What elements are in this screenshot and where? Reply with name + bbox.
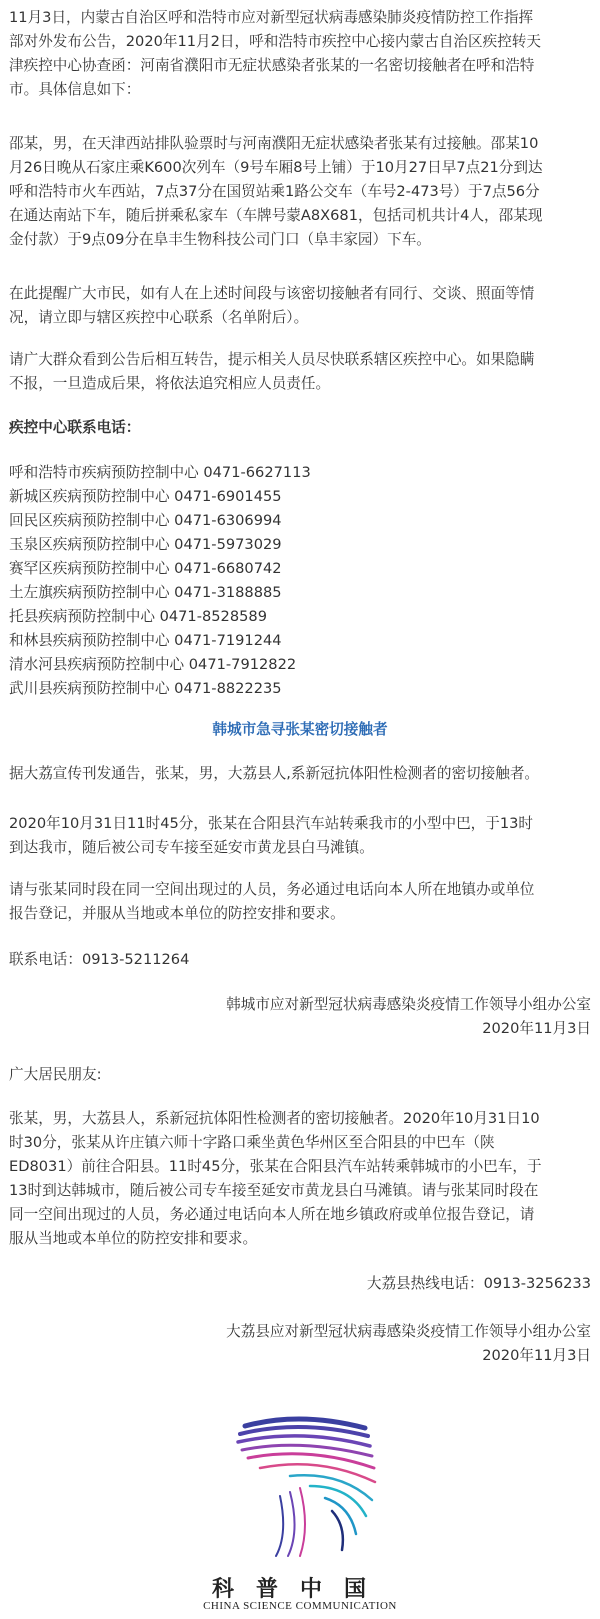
notice1-para1-line: 11月3日，内蒙古自治区呼和浩特市应对新型冠状病毒感染肺炎疫情防控工作指挥 (9, 9, 534, 26)
notice2-para2-line: 到达我市，随后被公司专车接至延安市黄龙县白马滩镇。 (9, 839, 374, 856)
notice2-phone: 联系电话：0913-5211264 (9, 951, 190, 968)
contact-line: 土左旗疾病预防控制中心 0471-3188885 (9, 584, 282, 601)
notice1-para2-line: 邵某，男，在天津西站排队验票时与河南濮阳无症状感染者张某有过接触。邵某10 (9, 135, 539, 152)
notice1-para1-line: 津疾控中心协查函：河南省濮阳市无症状感染者张某的一名密切接触者在呼和浩特 (9, 57, 535, 74)
notice1-para2-line: 呼和浩特市火车西站，7点37分在国贸站乘1路公交车（车号2-473号）于7点56分 (9, 183, 540, 200)
contact-line: 新城区疾病预防控制中心 0471-6901455 (9, 488, 282, 505)
notice3-para1-line: 同一空间出现过的人员，务必通过电话向本人所在地乡镇政府或单位报告登记，请 (9, 1206, 535, 1223)
notice3-para1-line: ED8031）前往合阳县。11时45分，张某在合阳县汽车站转乘韩城市的小巴车，于 (9, 1158, 542, 1175)
notice3-para1-line: 张某，男，大荔县人，系新冠抗体阳性检测者的密切接触者。2020年10月31日10 (9, 1110, 540, 1127)
notice2-para3-line: 请与张某同时段在同一空间出现过的人员，务必通过电话向本人所在地镇办或单位 (9, 881, 535, 898)
contact-line: 玉泉区疾病预防控制中心 0471-5973029 (9, 536, 282, 553)
notice1-para2-line: 金付款）于9点09分在阜丰生物科技公司门口（阜丰家园）下车。 (9, 231, 431, 248)
notice2-para2-line: 2020年10月31日11时45分，张某在合阳县汽车站转乘我市的小型中巴，于13时 (9, 815, 534, 832)
notice1-para4-line: 请广大群众看到公告后相互转告，提示相关人员尽快联系辖区疾控中心。如果隐瞒 (9, 351, 535, 368)
notice1-para1-line: 部对外发布公告，2020年11月2日，呼和浩特市疾控中心接内蒙古自治区疾控转天 (9, 33, 541, 50)
notice3-signature-org: 大荔县应对新型冠状病毒感染炎疫情工作领导小组办公室 (226, 1323, 591, 1340)
notice1-para4-line: 不报，一旦造成后果，将依法追究相应人员责任。 (9, 375, 331, 392)
notice3-para1-line: 时30分，张某从许庄镇六师十字路口乘坐黄色华州区至合阳县的中巴车（陕 (9, 1134, 495, 1151)
logo-title-en: CHINA SCIENCE COMMUNICATION (203, 1600, 397, 1612)
notice1-para2-line: 在通达南站下车，随后拼乘私家车（车牌号蒙A8X681，包括司机共计4人，邵某现 (9, 207, 543, 224)
notice2-signature-org: 韩城市应对新型冠状病毒感染炎疫情工作领导小组办公室 (226, 996, 591, 1013)
notice3-hotline: 大荔县热线电话：0913-3256233 (366, 1275, 591, 1292)
notice2-para3-line: 报告登记，并服从当地或本单位的防控安排和要求。 (9, 905, 345, 922)
contact-line: 和林县疾病预防控制中心 0471-7191244 (9, 632, 282, 649)
contact-line: 回民区疾病预防控制中心 0471-6306994 (9, 512, 282, 529)
notice2-heading: 韩城市急寻张某密切接触者 (212, 721, 388, 738)
notice2-para1-line: 据大荔宣传刊发通告，张某，男，大荔县人,系新冠抗体阳性检测者的密切接触者。 (9, 765, 540, 782)
contact-line: 赛罕区疾病预防控制中心 0471-6680742 (9, 560, 282, 577)
notice1-para2-line: 月26日晚从石家庄乘K600次列车（9号车厢8号上铺）于10月27日早7点21分到达 (9, 159, 543, 176)
contact-line: 武川县疾病预防控制中心 0471-8822235 (9, 680, 282, 697)
notice1-para1-line: 市。具体信息如下： (9, 81, 141, 98)
notice2-signature-date: 2020年11月3日 (482, 1020, 591, 1037)
contact-line: 呼和浩特市疾病预防控制中心 0471-6627113 (9, 464, 311, 481)
logo-title-cn: 科普中国 (211, 1576, 388, 1602)
notice3-greeting: 广大居民朋友: (9, 1066, 102, 1083)
notice3-para1-line: 服从当地或本单位的防控安排和要求。 (9, 1230, 258, 1247)
notice3-para1-line: 13时到达韩城市，随后被公司专车接至延安市黄龙县白马滩镇。请与张某同时段在 (9, 1182, 539, 1199)
notice1-para3-line: 在此提醒广大市民，如有人在上述时间段与该密切接触者有同行、交谈、照面等情 (9, 285, 535, 302)
contact-line: 清水河县疾病预防控制中心 0471-7912822 (9, 656, 297, 673)
contacts-heading: 疾控中心联系电话： (9, 419, 141, 436)
notice3-signature-date: 2020年11月3日 (482, 1347, 591, 1364)
notice1-para3-line: 况，请立即与辖区疾控中心联系（名单附后）。 (9, 309, 309, 326)
contact-line: 托县疾病预防控制中心 0471-8528589 (9, 608, 267, 625)
